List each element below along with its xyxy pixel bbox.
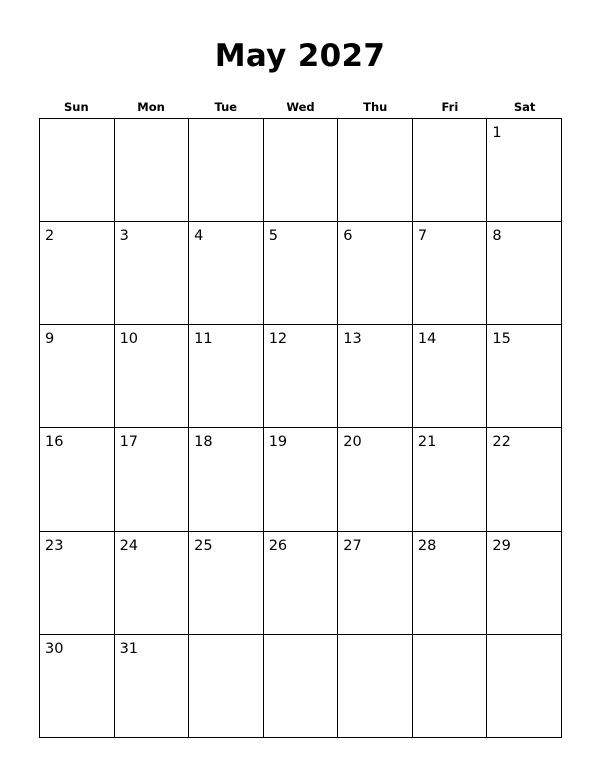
day-number: 19 [268,434,288,451]
day-cell [189,532,264,635]
day-cell [338,222,413,325]
day-number: 1 [492,125,502,141]
day-cell [338,428,413,531]
day-number: 31 [119,640,139,657]
day-number: 16 [45,434,64,451]
day-cell [189,635,264,738]
day-cell [40,635,115,738]
day-number: 6 [343,228,353,245]
day-cell [40,119,115,222]
day-number: 12 [268,331,288,348]
day-number: 22 [492,434,511,451]
weekday-wed: Wed [286,100,315,114]
day-number: 14 [417,331,437,348]
day-cell [338,635,413,738]
day-number: 2 [45,228,55,245]
day-cell [338,532,413,635]
day-number: 13 [343,331,362,348]
weekday-thu: Thu [363,100,388,114]
day-cell [264,635,339,738]
day-cell [115,222,190,325]
day-number: 17 [119,434,139,451]
day-cell [413,635,488,738]
day-number: 25 [194,537,213,554]
day-cell [115,635,190,738]
day-cell [264,119,339,222]
day-number: 11 [194,331,213,348]
day-cell [189,428,264,531]
day-cell [264,428,339,531]
day-cell [413,325,488,428]
weekday-mon: Mon [137,100,165,114]
day-cell [115,325,190,428]
weekday-header-row [39,99,562,115]
day-number: 3 [119,228,129,245]
day-cell [413,532,488,635]
weekday-tue: Tue [214,100,238,114]
day-number: 8 [492,228,502,245]
calendar-title: May 2027 [214,38,386,74]
weekday-fri: Fri [441,100,459,114]
day-cell [413,222,488,325]
day-cell [189,222,264,325]
day-number: 7 [417,228,428,245]
day-number: 10 [119,331,139,348]
day-number: 26 [268,537,288,554]
day-cell [338,119,413,222]
day-cell [264,325,339,428]
calendar-grid [39,118,562,738]
day-cell [40,222,115,325]
day-cell [413,119,488,222]
day-cell [115,532,190,635]
day-cell [115,119,190,222]
day-number: 23 [45,537,64,554]
weekday-sun: Sun [64,100,89,114]
day-number: 24 [119,537,139,554]
day-cell [338,325,413,428]
day-number: 29 [492,537,511,554]
day-number: 15 [492,331,511,348]
day-number: 30 [45,640,64,657]
day-cell [487,428,562,531]
day-cell [487,325,562,428]
day-cell [264,222,339,325]
day-number: 9 [45,331,55,348]
day-number: 27 [343,537,362,554]
day-cell [189,325,264,428]
day-cell [487,222,562,325]
day-cell [189,119,264,222]
weekday-sat: Sat [513,100,536,114]
day-cell [264,532,339,635]
day-cell [40,532,115,635]
day-cell [40,428,115,531]
day-number: 4 [194,228,204,245]
day-cell [487,635,562,738]
day-number: 20 [343,434,362,451]
day-number: 18 [194,434,213,451]
day-cell [40,325,115,428]
day-cell [487,532,562,635]
day-cell [487,119,562,222]
day-number: 21 [417,434,437,451]
day-cell [115,428,190,531]
day-number: 5 [268,228,278,245]
day-cell [413,428,488,531]
day-number: 28 [417,537,437,554]
